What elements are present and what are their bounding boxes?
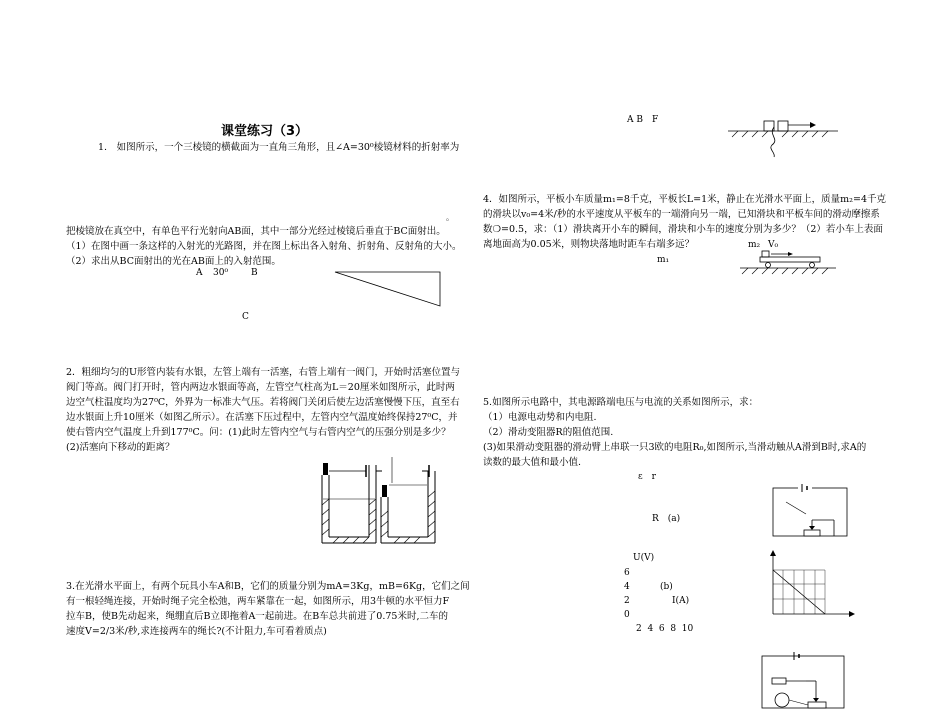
q4-line: 4．如图所示，平板小车质量m₁=8千克，平板长L=1米，静止在光滑水平面上，质量m₂=4千克 — [483, 194, 886, 205]
q4-label-v0: V₀ — [768, 240, 779, 250]
q4-line: 的滑块以v₀=4米/秒的水平速度从平板车的一端滑向另一端，已知滑块和平板车间的滑动摩擦系 — [483, 209, 880, 220]
q5-label-UV: U(V) — [633, 553, 655, 563]
q2-line: (2)活塞向下移动的距离？ — [66, 442, 175, 453]
q1-dot: 。 — [446, 213, 454, 222]
q2-line: 边水银面上升10厘米（如图乙所示）。在活塞下压过程中，左管内空气温度始终保持27⁰C，并 — [66, 412, 458, 423]
q1-label-A: A — [196, 268, 203, 278]
q1-label-angle: 30⁰ — [213, 268, 229, 278]
q4-line: 数❍=0.5，求：（1）滑块离开小车的瞬间，滑块和小车的速度分别为多少？（2）若小车上表面 — [483, 224, 883, 235]
q1-part2: （2）求出从BC面射出的光在AB面上的入射范围。 — [66, 256, 281, 267]
q5-label-er: ε r — [638, 472, 656, 482]
q5-ytick: 0 — [624, 610, 630, 620]
q5-line: 读数的最大值和最小值. — [483, 457, 582, 468]
q4-line: 离地面高为0.05米，则物块落地时距车右端多远？ — [483, 239, 695, 250]
page-title: 课堂练习（3） — [221, 124, 309, 139]
q5-line: 5.如图所示电路中，其电源路端电压与电流的关系如图所示，求： — [483, 397, 759, 408]
q5-label-Ra: R (a) — [652, 514, 681, 524]
q3-text — [66, 579, 470, 639]
q3-line: 有一根轻绳连接，开始时绳子完全松弛，两车紧靠在一起，如图所示，用3牛顿的水平恒力F — [66, 596, 450, 607]
carts-figure — [728, 115, 838, 160]
q5-ytick: 4 — [624, 582, 630, 592]
cart-slider-figure — [738, 248, 838, 283]
q5-xticks: 2 4 6 8 10 — [636, 624, 694, 634]
q2-line: 阀门等高。阀门打开时，管内两边水银面等高，左管空气柱高为L＝20厘米如图所示，此时两 — [66, 382, 455, 393]
circuit-a-figure — [772, 484, 852, 540]
q5-line: (3)如果滑动变阻器的滑动臂上串联一只3欧的电阻R₀,如图所示,当滑动触从A滑到B时,求A的 — [483, 442, 867, 453]
q3-line: 速度V=2/3米/秒,求连接两车的绳长?(不计阻力,车可看着质点) — [66, 626, 327, 637]
q1-label-C: C — [242, 312, 249, 322]
q4-label-m1: m₁ — [657, 255, 670, 265]
q5-ytick: 2 — [624, 596, 630, 606]
q5-ytick: 6 — [624, 568, 630, 578]
q5-label-IA: I(A) — [672, 596, 690, 606]
ui-graph-figure — [765, 548, 860, 618]
prism-triangle-figure — [333, 270, 443, 310]
q1-part1: （1）在图中画一条这样的入射光的光路图，并在图上标出各入射角、折射角、反射角的大小。 — [66, 241, 462, 252]
u-tube-figure — [318, 455, 443, 550]
q5-line: （2）滑动变阻器R的阻值范围. — [483, 427, 614, 438]
q4-text — [483, 192, 886, 252]
q5-text — [483, 395, 866, 470]
q4-label-m2: m₂ — [748, 240, 761, 250]
circuit-c-figure — [760, 650, 850, 712]
q2-line: 边空气柱温度均为27⁰C，外界为一标准大气压。若将阀门关闭后使左边活塞慢慢下压，直至右 — [66, 397, 460, 408]
q5-line: （1）电源电动势和内电阻. — [483, 412, 597, 423]
q1-stem: 1. 如图所示，一个三棱镜的横截面为一直角三角形，且∠A=30⁰棱镜材料的折射率为 — [98, 142, 460, 153]
q2-line: 使右管内空气温度上升到177⁰C。问：(1)此时左管内空气与右管内空气的压强分别是多少？ — [66, 427, 451, 438]
q1-text: 把棱镜放在真空中，有单色平行光射向AB面，其中一部分光经过棱镜后垂直于BC面射出。 — [66, 226, 446, 237]
q1-label-B: B — [251, 268, 258, 278]
q2-line: 2．粗细均匀的U形管内装有水银，左管上端有一活塞，右管上端有一阀门，开始时活塞位置与 — [66, 367, 461, 378]
q5-label-b: (b) — [660, 582, 673, 592]
q2-text — [66, 365, 460, 455]
q3-fig-labels: A B F — [627, 115, 659, 125]
q3-line: 3.在光滑水平面上，有两个玩具小车A和B，它们的质量分别为mA=3Kg，mB=6Kg，它们之间 — [66, 581, 470, 592]
q3-line: 拉车B，使B先动起来，绳绷直后B立即拖着A一起前进。在B车总共前进了0.75米时,二车的 — [66, 611, 448, 622]
